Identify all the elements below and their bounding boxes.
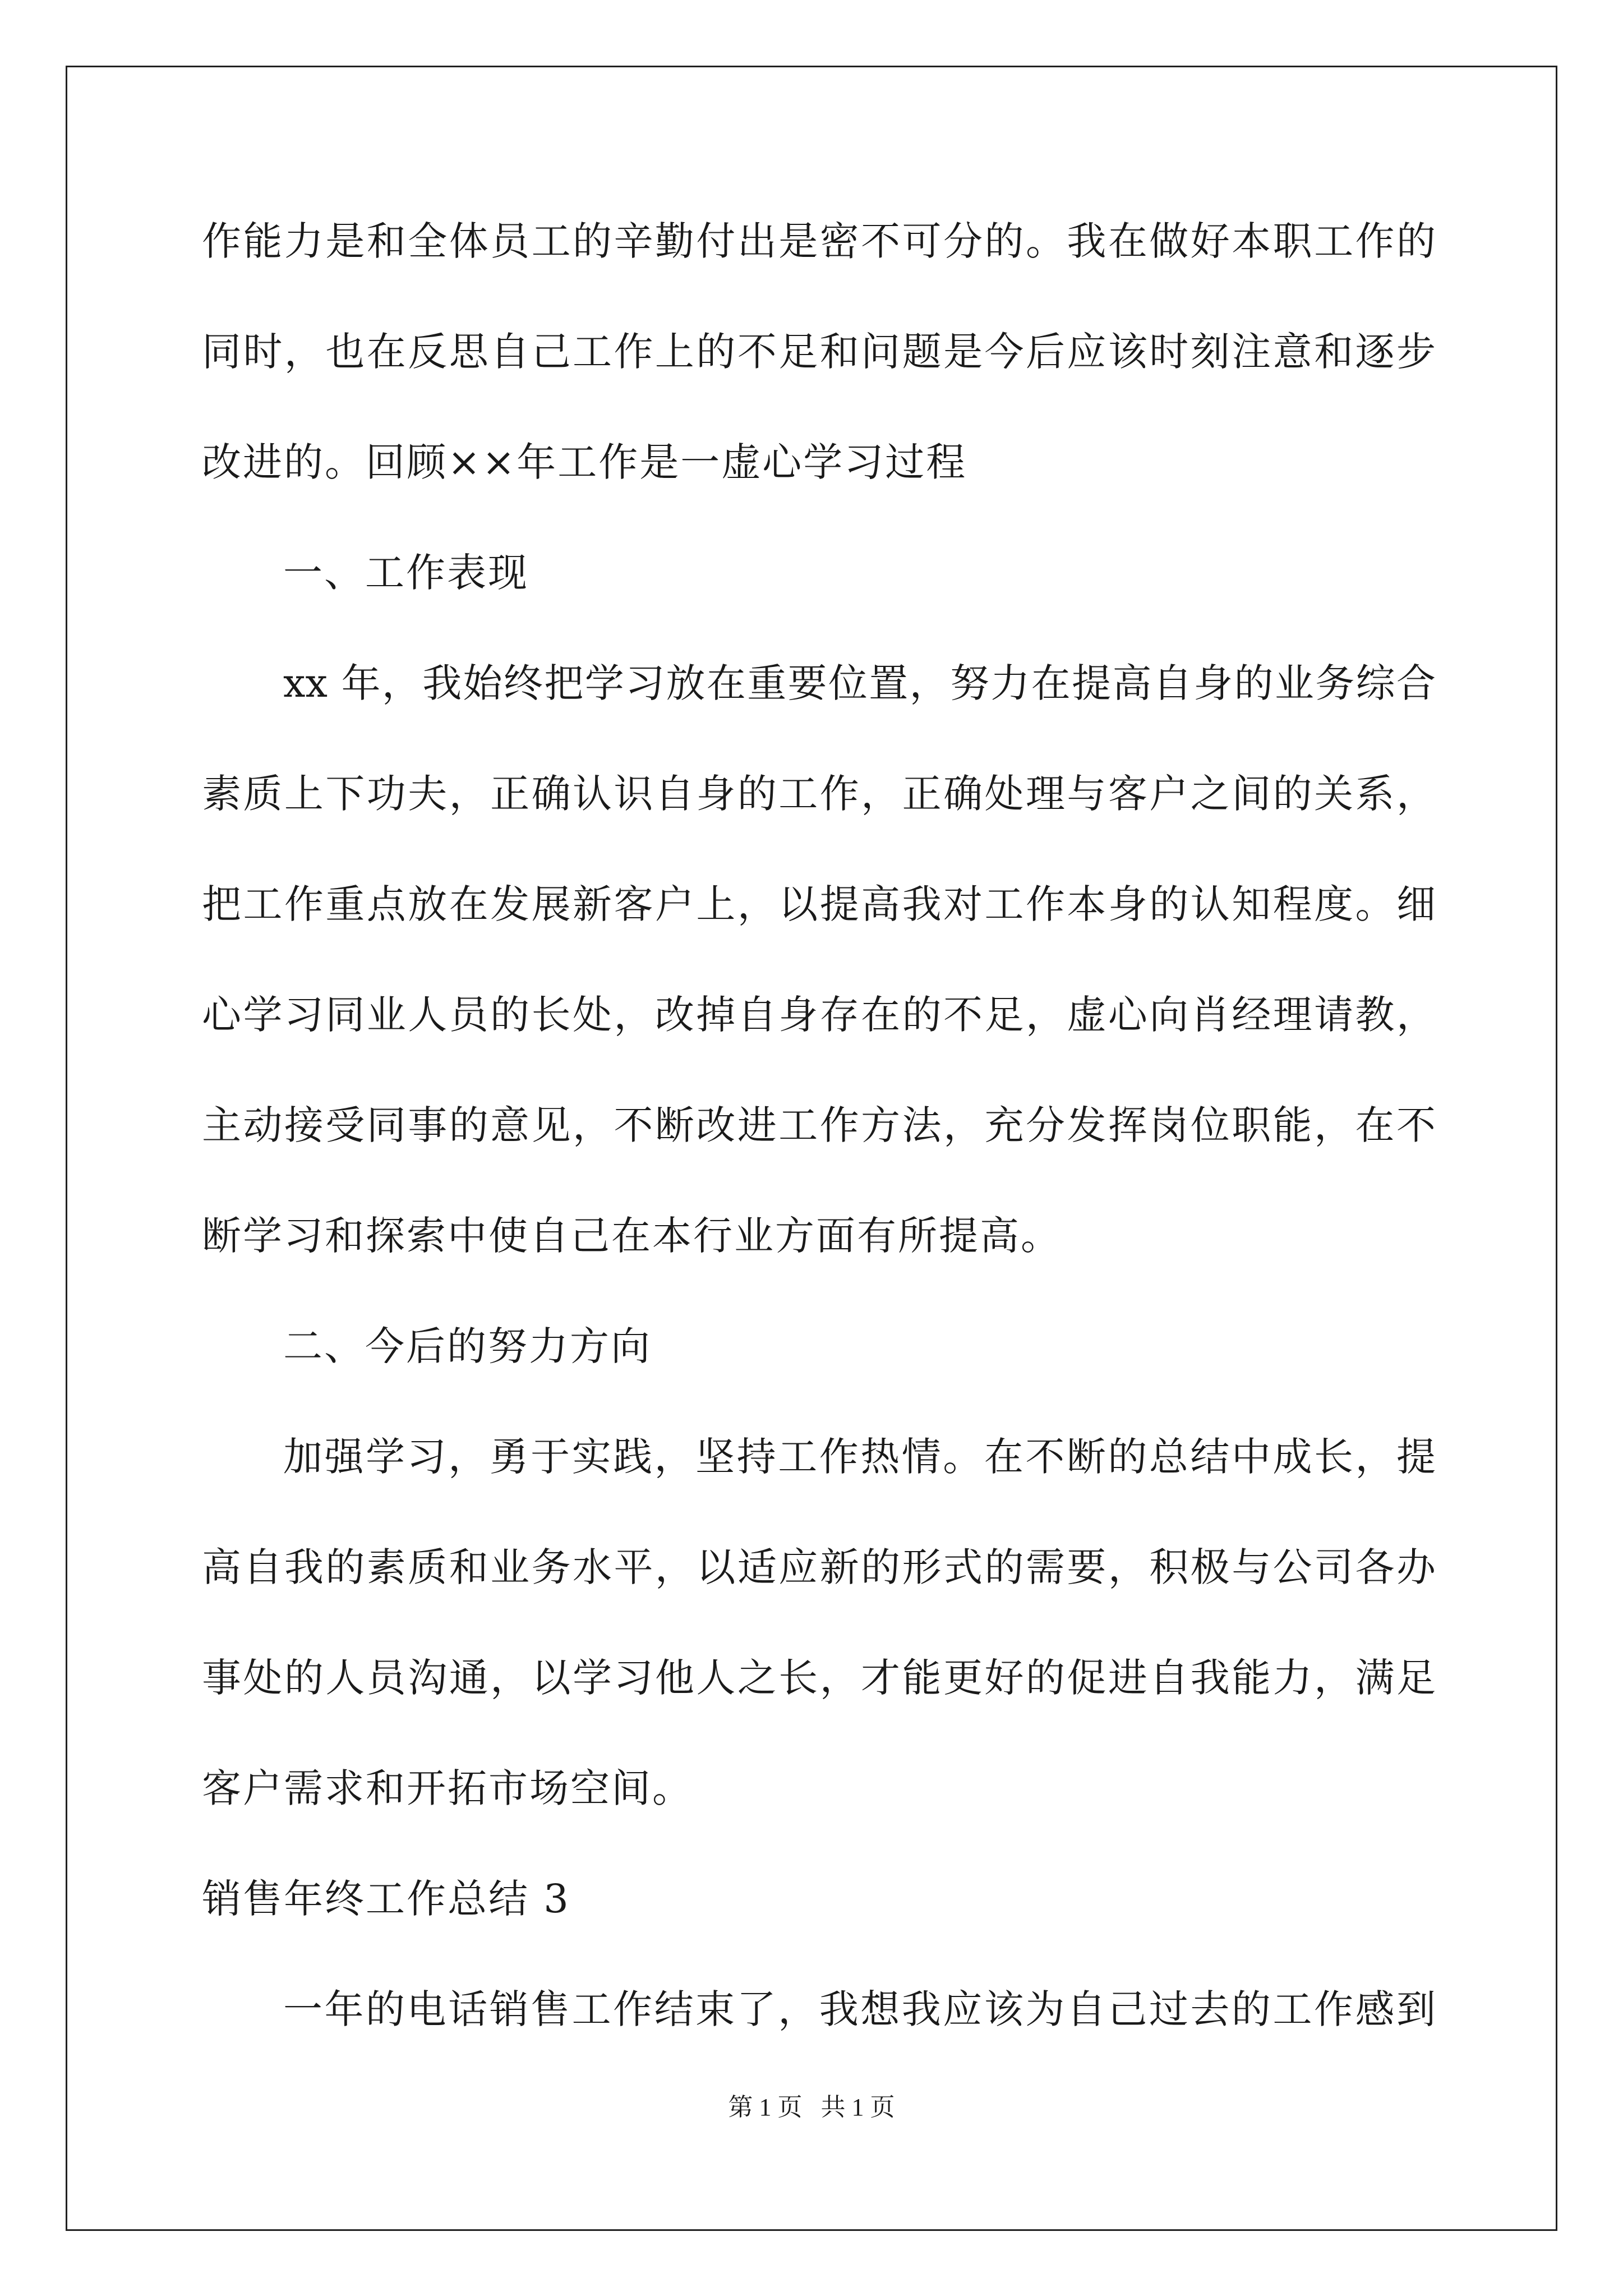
paragraph-line: 心学习同业人员的长处，改掉自身存在的不足，虚心向肖经理请教， [202,992,1436,1038]
paragraph-line: 主动接受同事的意见，不断改进工作方法，充分发挥岗位职能，在不 [202,1102,1436,1148]
paragraph-line: 一年的电话销售工作结束了，我想我应该为自己过去的工作感到 [283,1986,1436,2032]
paragraph-line: 断学习和探索中使自己在本行业方面有所提高。 [202,1213,1062,1259]
paragraph-line: 事处的人员沟通，以学习他人之长，才能更好的促进自我能力，满足 [202,1655,1436,1701]
paragraph-line: xx 年，我始终把学习放在重要位置，努力在提高自身的业务综合 [283,660,1436,706]
paragraph-line: 高自我的素质和业务水平，以适应新的形式的需要，积极与公司各办 [202,1544,1436,1590]
section-heading: 二、今后的努力方向 [283,1323,652,1369]
paragraph-line: 作能力是和全体员工的辛勤付出是密不可分的。我在做好本职工作的 [202,218,1436,264]
paragraph-line: 把工作重点放在发展新客户上，以提高我对工作本身的认知程度。细 [202,881,1436,927]
paragraph-line: 客户需求和开拓市场空间。 [202,1765,693,1811]
paragraph-line: 同时，也在反思自己工作上的不足和问题是今后应该时刻注意和逐步 [202,329,1436,375]
paragraph-line: 加强学习，勇于实践，坚持工作热情。在不断的总结中成长，提 [283,1434,1436,1480]
document-title: 销售年终工作总结 3 [202,1876,570,1922]
paragraph-line: 改进的。回顾××年工作是一虚心学习过程 [202,439,967,485]
paragraph-line: 素质上下功夫，正确认识自身的工作，正确处理与客户之间的关系， [202,771,1436,817]
page-number: 第 1 页 共 1 页 [728,2093,895,2121]
page-footer [0,2091,1623,2124]
section-heading: 一、工作表现 [283,550,529,596]
